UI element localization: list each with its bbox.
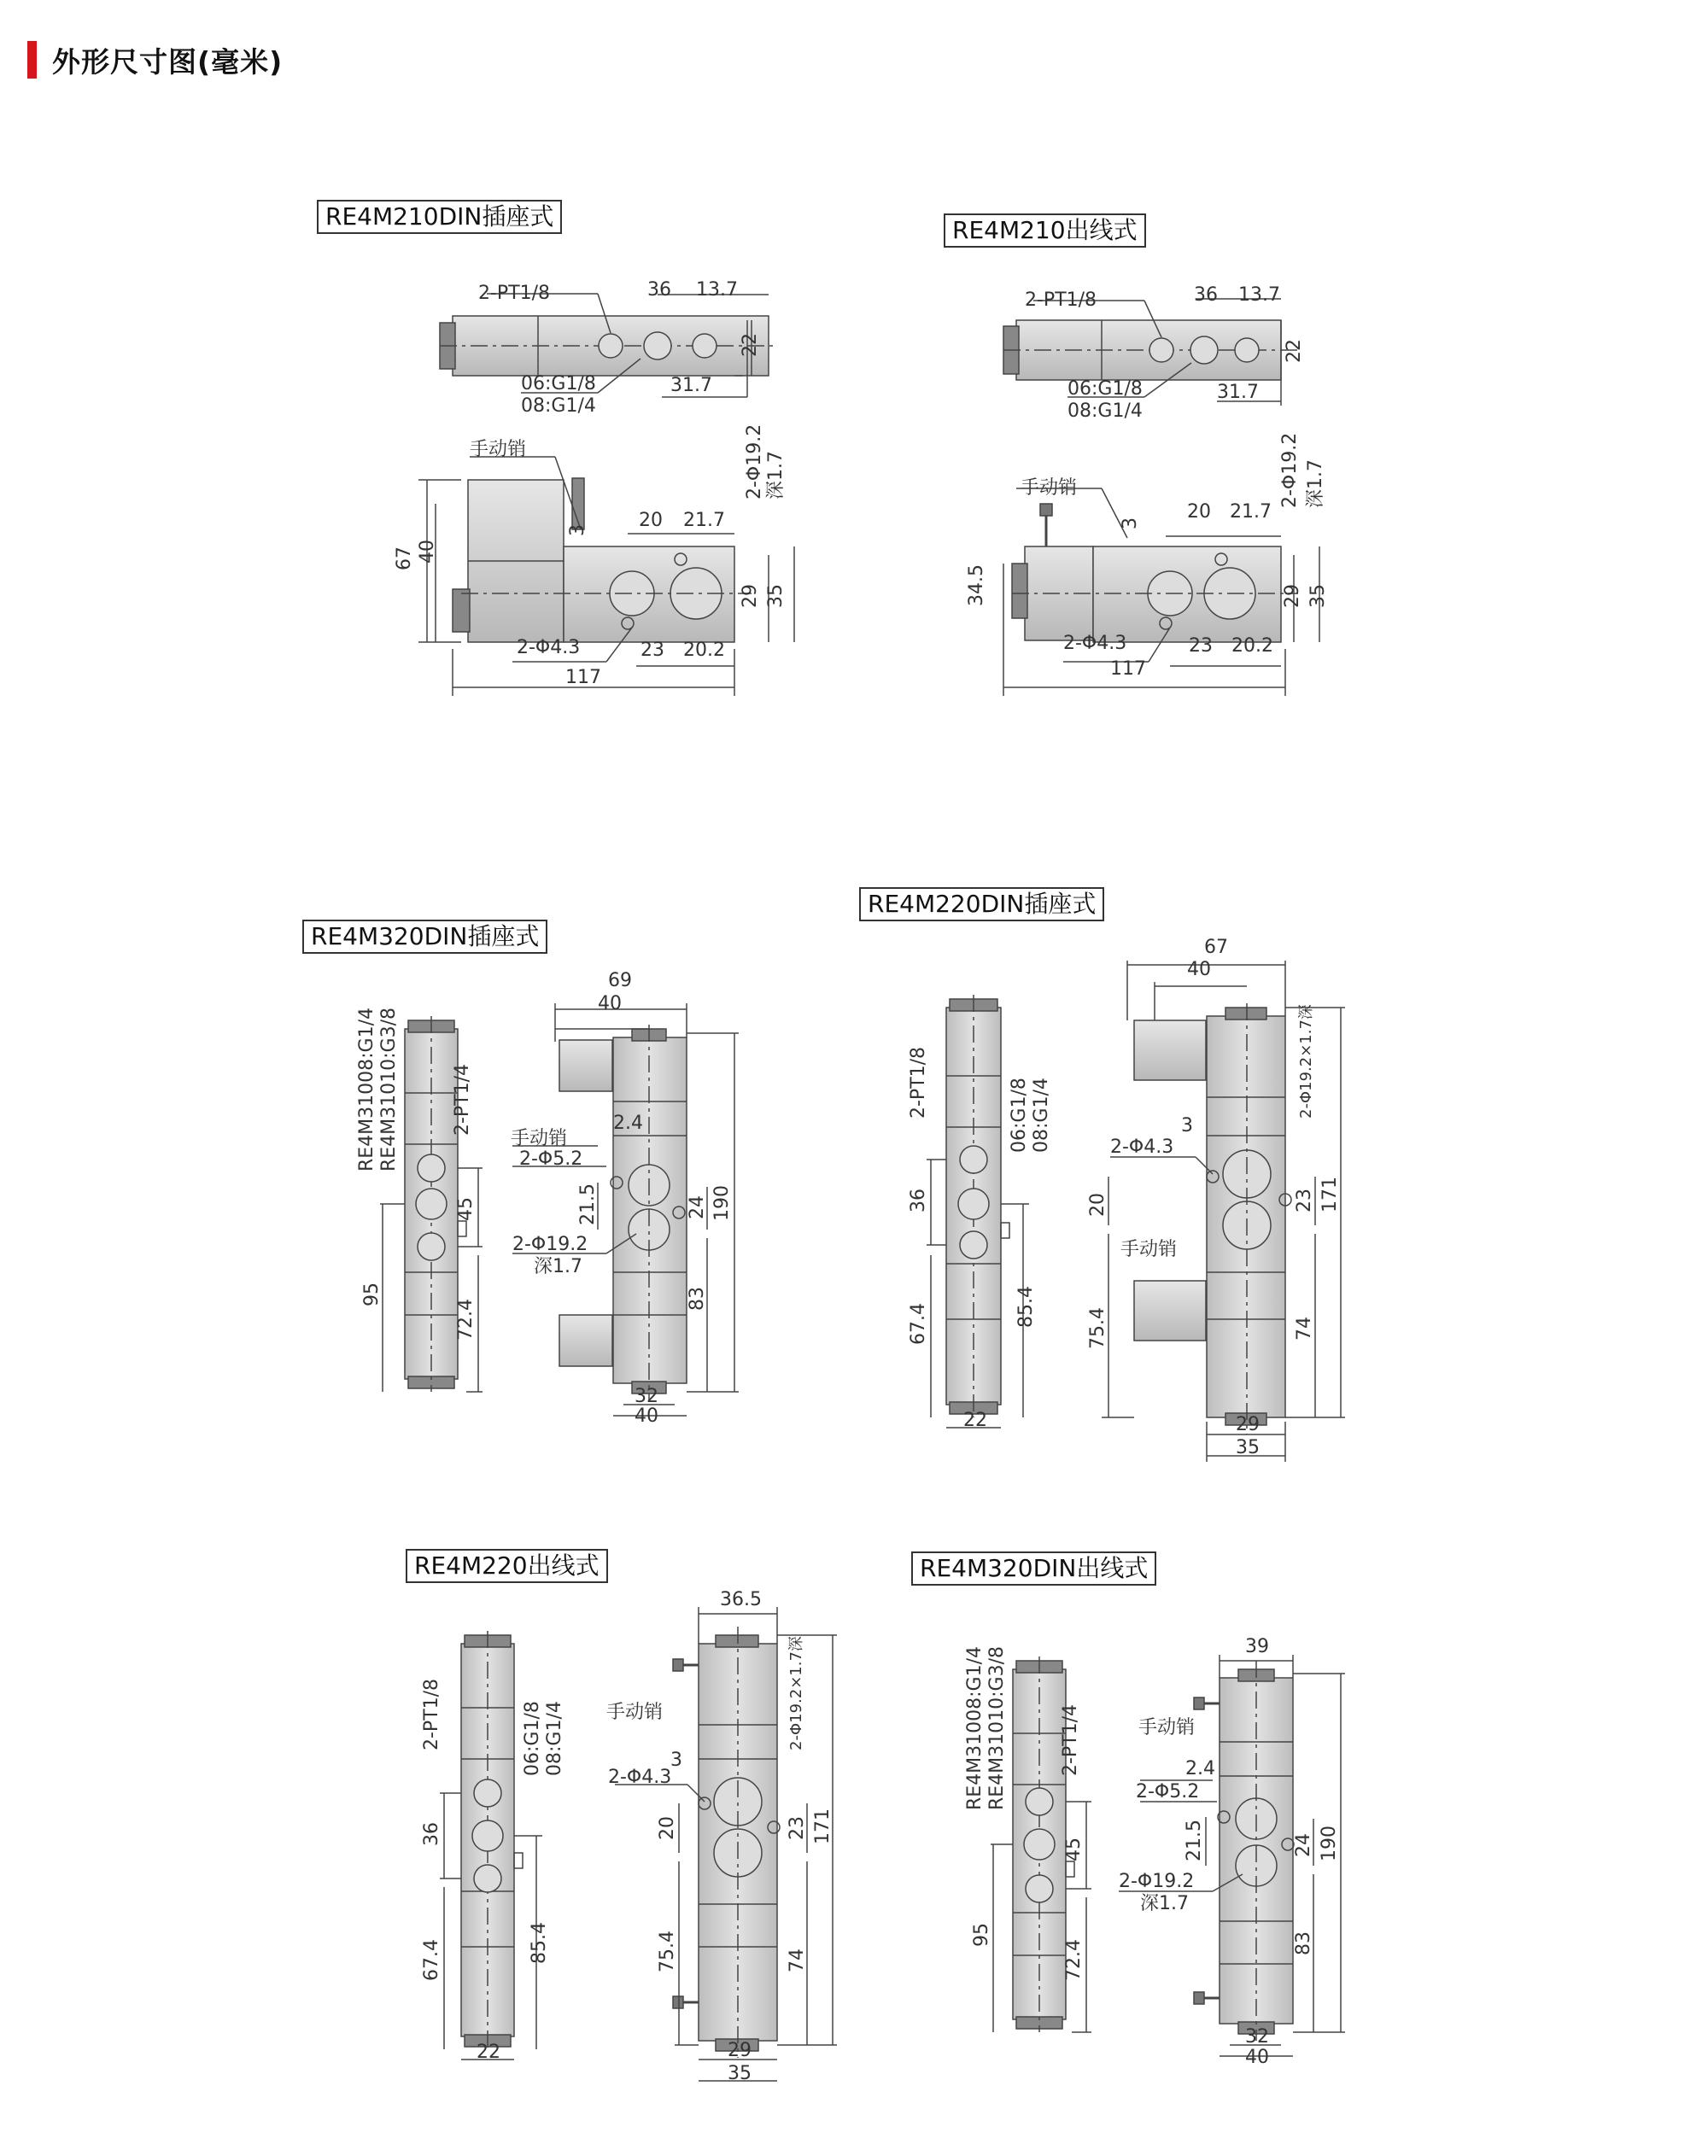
dim-label: 24 [687, 1195, 708, 1219]
dim-label: 2-Φ19.2×1.7深 [787, 1636, 805, 1750]
dim-label: 20.2 [683, 640, 725, 661]
dim-label: 85.4 [1015, 1286, 1037, 1328]
din-connector [1134, 1020, 1206, 1080]
din-connector [559, 1040, 612, 1091]
port-circle [599, 334, 623, 358]
dim-label: 2-PT1/8 [421, 1678, 442, 1750]
dim-label: 3 [670, 1750, 682, 1771]
dim-label: 72.4 [1063, 1939, 1085, 1981]
dim-label: 2-Φ4.3 [1063, 633, 1127, 654]
dim-label: 67.4 [421, 1939, 442, 1981]
dim-label: 2-Φ19.2×1.7深 [1297, 1004, 1315, 1119]
dim-label: 深1.7 [534, 1256, 582, 1277]
dim-label: 83 [1293, 1931, 1314, 1955]
dim-label: 20 [1187, 501, 1211, 523]
dim-label: 手动销 [1120, 1239, 1178, 1260]
dim-label: 手动销 [470, 439, 527, 460]
dim-label: 21.5 [577, 1183, 599, 1225]
dim-label: 08:G1/4 [521, 395, 596, 417]
dim-label: 190 [711, 1185, 733, 1221]
dim-label: 29 [740, 584, 761, 608]
dim-label: 2-Φ4.3 [1110, 1136, 1174, 1158]
dim-label: 75.4 [1087, 1307, 1108, 1349]
port-circle [644, 332, 671, 359]
dim-label: 20 [657, 1816, 678, 1840]
dim-label: 36.5 [720, 1589, 762, 1610]
dim-label: 95 [361, 1282, 383, 1306]
dim-label: 2-Φ4.3 [608, 1767, 672, 1788]
port-circle [960, 1231, 987, 1259]
model-label-re4m320din: RE4M320DIN插座式 [302, 920, 547, 954]
port-circle [1024, 1829, 1055, 1860]
port-circle [418, 1233, 445, 1260]
dim-label: 22 [477, 2042, 500, 2063]
dim-label: 67 [1204, 937, 1228, 958]
dim-label: 40 [1245, 2047, 1269, 2068]
port-circle [418, 1154, 445, 1182]
dim-label: 2-Φ19.2 [1119, 1871, 1195, 1892]
dim-label: 22 [1284, 339, 1305, 363]
port-circle [1149, 338, 1173, 362]
dim-label: 24 [1293, 1833, 1314, 1857]
dim-label: 手动销 [1138, 1717, 1196, 1738]
dim-label: 2-PT1/8 [1025, 289, 1097, 311]
dim-label: 2-Φ19.2 [1279, 432, 1301, 508]
dim-label: 171 [1319, 1177, 1341, 1212]
port-circle [1026, 1788, 1053, 1815]
dim-label: 95 [971, 1923, 992, 1947]
dim-label: 36 [908, 1189, 929, 1212]
dim-label: 35 [728, 2063, 752, 2084]
dim-label: 2.4 [613, 1113, 643, 1134]
dim-label: 45 [1063, 1838, 1085, 1861]
dim-label: 08:G1/4 [1031, 1078, 1052, 1153]
dim-label: 67.4 [908, 1303, 929, 1345]
dim-label: 40 [635, 1405, 658, 1427]
port-circle [1235, 338, 1259, 362]
dim-label: 32 [1245, 2026, 1269, 2048]
din-connector [559, 1315, 612, 1366]
dim-label: 22 [740, 333, 761, 357]
dim-label: 06:G1/8 [1009, 1078, 1030, 1153]
dim-label: 29 [1236, 1414, 1260, 1435]
dim-label: 29 [728, 2040, 752, 2061]
drawing-re4m220din [927, 961, 1345, 1462]
dim-label: 85.4 [529, 1922, 550, 1964]
dim-label: 36 [647, 279, 671, 301]
dim-label: 35 [1307, 584, 1329, 608]
dim-label: 117 [1110, 658, 1146, 680]
dim-label: 39 [1245, 1636, 1269, 1657]
model-label-re4m220din: RE4M220DIN插座式 [859, 887, 1104, 921]
dim-label: RE4M31008:G1/4 [964, 1645, 986, 1810]
din-connector [1134, 1281, 1206, 1341]
dim-label: RE4M31010:G3/8 [378, 1007, 400, 1171]
dim-label: 21.7 [1230, 501, 1272, 523]
dim-label: 2-PT1/8 [478, 283, 551, 304]
dim-label: 31.7 [1217, 382, 1259, 403]
dim-label: 手动销 [511, 1128, 568, 1149]
dim-label: 2-PT1/4 [1060, 1703, 1081, 1776]
dim-label: 深1.7 [765, 451, 787, 500]
dim-label: 2-Φ19.2 [512, 1234, 588, 1255]
dim-label: 74 [787, 1949, 808, 1972]
dim-label: 2-Φ5.2 [1136, 1781, 1200, 1803]
drawing-re4m320din-wire [991, 1655, 1345, 2056]
dim-label: 23 [1189, 635, 1213, 657]
dim-label: 35 [765, 584, 787, 608]
dim-label: 13.7 [1238, 284, 1280, 306]
port-circle [958, 1189, 989, 1219]
dim-label: 34.5 [966, 564, 987, 606]
dim-label: 21.5 [1184, 1820, 1205, 1861]
dim-label: 2-Φ5.2 [519, 1148, 583, 1170]
dim-label: 23 [1294, 1189, 1315, 1212]
dim-label: 31.7 [670, 375, 712, 396]
dim-label: 23 [640, 640, 664, 661]
model-label-re4m210-wire: RE4M210出线式 [944, 213, 1146, 248]
dim-label: 40 [417, 540, 438, 564]
dim-label: 72.4 [455, 1299, 477, 1341]
dim-label: 23 [787, 1816, 808, 1840]
drawing-re4m210din [418, 294, 794, 696]
dim-label: 2-Φ19.2 [744, 424, 765, 500]
dim-label: 171 [812, 1808, 834, 1844]
dim-label: 2-PT1/4 [452, 1063, 473, 1136]
side-view [927, 995, 1029, 1428]
dim-label: 深1.7 [1140, 1893, 1189, 1914]
port-circle [472, 1820, 503, 1851]
model-label-re4m320din-wire: RE4M320DIN出线式 [911, 1551, 1156, 1586]
top-view [440, 294, 777, 397]
dim-label: 08:G1/4 [544, 1701, 565, 1776]
drawing-re4m320din [380, 1003, 739, 1416]
port-circle [960, 1146, 987, 1173]
dim-label: 22 [963, 1410, 987, 1431]
port-circle [1190, 336, 1218, 364]
dim-label: 深1.7 [1305, 459, 1326, 508]
dim-label: 69 [608, 970, 632, 991]
dim-label: 83 [687, 1287, 708, 1311]
port-circle [1026, 1875, 1053, 1902]
dim-label: 06:G1/8 [1068, 378, 1143, 400]
front-view [418, 457, 794, 696]
dim-label: 40 [598, 993, 622, 1014]
dim-label: 13.7 [696, 279, 738, 301]
dim-label: 3 [1120, 517, 1141, 529]
drawing-re4m220-wire [440, 1607, 837, 2081]
dim-label: 35 [1236, 1437, 1260, 1458]
dim-label: 32 [635, 1386, 658, 1407]
dim-label: 2.4 [1185, 1758, 1215, 1779]
dim-label: 190 [1319, 1826, 1340, 1861]
dim-label: 08:G1/4 [1068, 400, 1143, 422]
dim-label: 20 [639, 510, 663, 531]
dim-label: 117 [565, 667, 601, 688]
dim-label: 手动销 [606, 1702, 664, 1723]
dim-label: 40 [1187, 959, 1211, 980]
dim-label: RE4M31010:G3/8 [986, 1645, 1008, 1810]
dim-label: 06:G1/8 [521, 373, 596, 394]
model-label-re4m220-wire: RE4M220出线式 [406, 1549, 608, 1583]
side-view [440, 1631, 542, 2060]
dim-label: 75.4 [657, 1931, 678, 1972]
dim-label: 21.7 [683, 510, 725, 531]
dim-label: 3 [1181, 1115, 1193, 1136]
section-title: 外形尺寸图(毫米) [52, 44, 284, 79]
dim-label: 74 [1294, 1317, 1315, 1341]
dim-label: 3 [567, 524, 588, 536]
port-circle [474, 1779, 501, 1807]
dim-label: 45 [455, 1197, 477, 1221]
dim-label: 2-PT1/8 [908, 1046, 929, 1119]
port-circle [416, 1189, 447, 1219]
dim-label: 20.2 [1231, 635, 1273, 657]
dim-label: 手动销 [1021, 477, 1078, 499]
front-view [1003, 488, 1319, 696]
dim-label: RE4M31008:G1/4 [356, 1007, 377, 1171]
model-label-re4m210din: RE4M210DIN插座式 [317, 200, 562, 234]
dim-label: 67 [394, 546, 415, 570]
port-circle [474, 1865, 501, 1892]
dim-label: 36 [421, 1822, 442, 1846]
dim-label: 2-Φ4.3 [517, 637, 581, 658]
dim-label: 20 [1087, 1193, 1108, 1217]
dim-label: 36 [1194, 284, 1218, 306]
dim-label: 06:G1/8 [522, 1701, 543, 1776]
port-circle [693, 334, 717, 358]
dim-label: 29 [1282, 584, 1303, 608]
